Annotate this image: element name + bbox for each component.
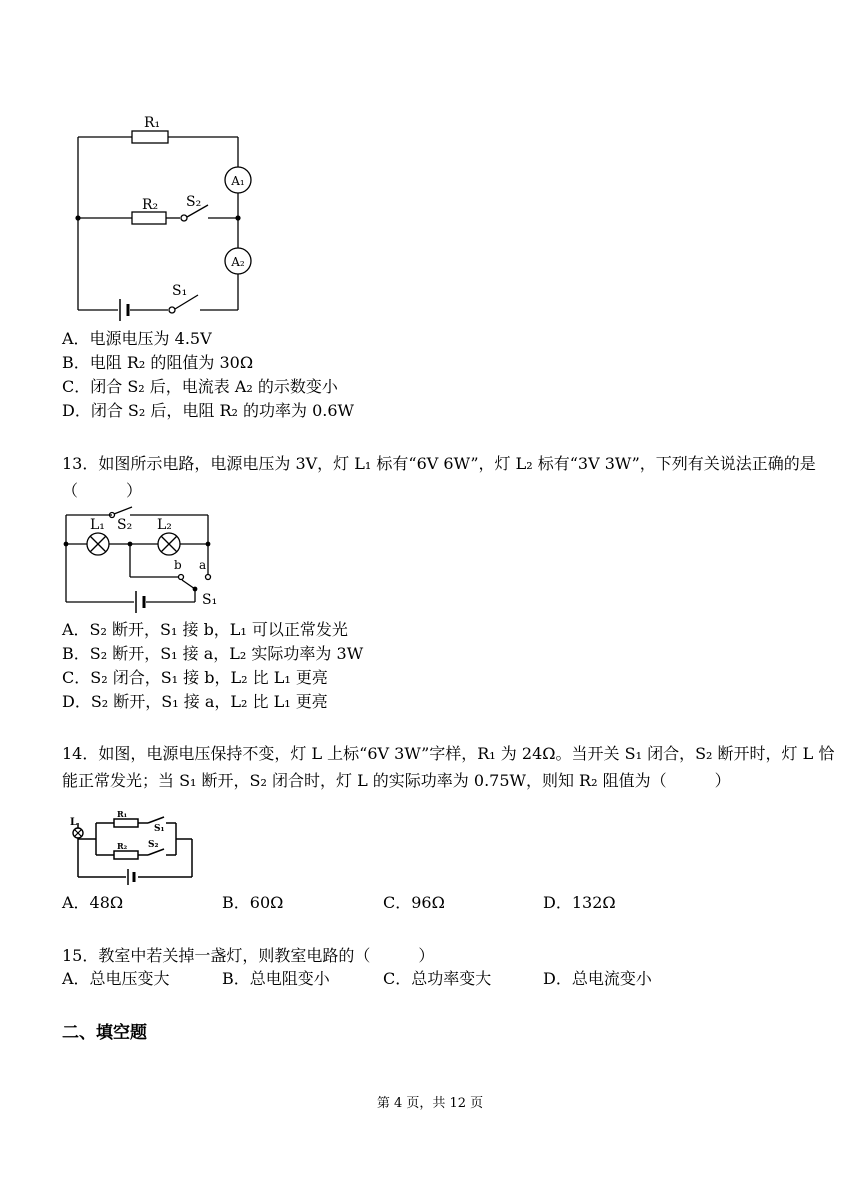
q13-stem: 13．如图所示电路，电源电压为 3V，灯 L₁ 标有“6V 6W”，灯 L₂ 标有“3V 3W”，下列有关说法正确的是（ ） (62, 454, 816, 500)
r1-label: R₁ (144, 115, 161, 131)
q12-option-b: B．电阻 R₂ 的阻值为 30Ω (62, 353, 254, 372)
q13-option-d: D．S₂ 断开，S₁ 接 a，L₂ 比 L₁ 更亮 (62, 692, 328, 711)
r2-resistor (132, 212, 166, 224)
contact-a (206, 575, 211, 580)
q12-option-c: C．闭合 S₂ 后，电流表 A₂ 的示数变小 (62, 377, 338, 396)
s2-label: S₂ (186, 194, 202, 210)
a-label: a (199, 558, 207, 572)
r1-resistor (132, 131, 168, 143)
l2-label: L₂ (157, 517, 172, 533)
l1-label: L₁ (90, 517, 105, 533)
q14-stem: 14．如图，电源电压保持不变，灯 L 上标“6V 3W”字样，R₁ 为 24Ω。当开关 S₁ 闭合，S₂ 断开时，灯 L 恰能正常发光；当 S₁ 断开，S₂ 闭合时，灯 L 的实际功率为 0.75W，则知 R₂ 阻值为（ ） (62, 744, 835, 790)
q14-option-c: C．96Ω (383, 893, 445, 912)
q13-option-b: B．S₂ 断开，S₁ 接 a，L₂ 实际功率为 3W (62, 644, 364, 663)
q15-option-b: B．总电阻变小 (222, 969, 330, 988)
s2-switch-contact (181, 215, 187, 221)
q13-option-a: A．S₂ 断开，S₁ 接 b，L₁ 可以正常发光 (62, 620, 348, 639)
contact-b (179, 575, 184, 580)
q12-option-d: D．闭合 S₂ 后，电阻 R₂ 的功率为 0.6W (62, 401, 354, 420)
a2-label: A₂ (231, 255, 245, 269)
s1-label: S₁ (172, 283, 188, 299)
l-label: L (70, 817, 78, 828)
s1-switch-blade (148, 817, 164, 823)
s1-label: S₁ (154, 824, 165, 834)
q14-option-d: D．132Ω (543, 893, 616, 912)
r1-label: R₁ (117, 809, 128, 819)
s2-label: S₂ (148, 840, 159, 850)
q13-option-c: C．S₂ 闭合，S₁ 接 b，L₂ 比 L₁ 更亮 (62, 668, 328, 687)
s1-label: S₁ (202, 592, 218, 608)
q15-option-a: A．总电压变大 (62, 969, 170, 988)
q13-circuit-diagram (60, 505, 230, 615)
q15-stem: 15．教室中若关掉一盏灯，则教室电路的（ ） (62, 946, 435, 965)
q12-option-a: A．电源电压为 4.5V (62, 329, 212, 348)
section-title-fill-in: 二、填空题 (62, 1023, 147, 1043)
q15-option-d: D．总电流变小 (543, 969, 652, 988)
q15-option-c: C．总功率变大 (383, 969, 492, 988)
s2-switch-blade (114, 507, 132, 514)
r2-label: R₂ (117, 841, 128, 851)
r2-resistor (114, 851, 138, 859)
r1-resistor (114, 819, 138, 827)
q14-option-b: B．60Ω (222, 893, 284, 912)
q14-circuit-diagram (62, 809, 202, 890)
q12-circuit-diagram (60, 105, 260, 320)
s2-label: S₂ (117, 517, 133, 533)
b-label: b (174, 558, 182, 572)
a1-label: A₁ (231, 174, 245, 188)
r2-label: R₂ (142, 197, 159, 213)
q14-option-a: A．48Ω (62, 893, 124, 912)
page-footer: 第 4 页，共 12 页 (376, 1096, 484, 1111)
